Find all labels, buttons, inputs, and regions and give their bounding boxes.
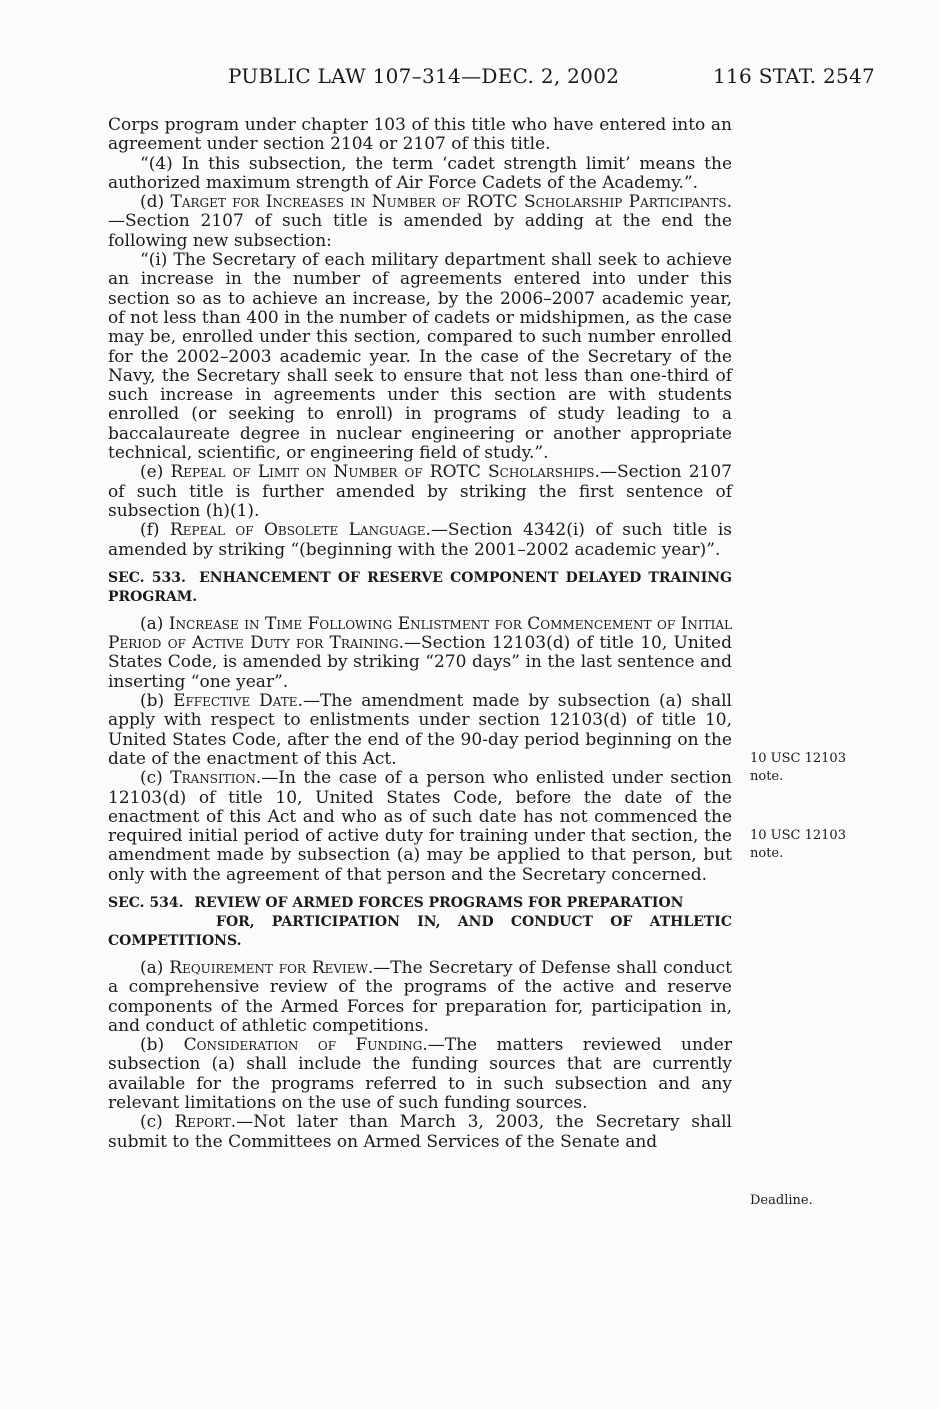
sec534-b-heading: Consideration of Funding. [183, 1035, 428, 1056]
subsection-d-heading: Target for Increases in Number of ROTC Scholarship Participants. [170, 192, 732, 213]
running-head-title: PUBLIC LAW 107–314—DEC. 2, 2002 [228, 64, 620, 88]
section-534-heading [108, 894, 732, 951]
sec533-b-heading: Effective Date. [173, 691, 303, 712]
subsection-d [108, 193, 732, 251]
subsection-e-prefix: (e) [140, 462, 171, 483]
page-header [0, 64, 940, 92]
margin-note-usc-1 [750, 750, 870, 786]
subsection-e-heading: Repeal of Limit on Number of ROTC Scholarships. [170, 462, 600, 483]
sec534-c-body: —Not later than March 3, 2003, the Secretary shall submit to the Committees on Armed Services of the Senate and [108, 1112, 732, 1152]
margin-note-usc-2-citation: 10 USC 12103 [750, 828, 846, 843]
sec534-c-prefix: (c) [140, 1112, 175, 1133]
section-533-title: ENHANCEMENT OF RESERVE COMPONENT DELAYED TRAINING PROGRAM. [108, 569, 732, 605]
margin-note-usc-2 [750, 827, 870, 863]
subsection-e-body: —Section 2107 of such title is further amended by striking the first sentence of subsection (h)(1). [108, 462, 732, 521]
sec533-a-prefix: (a) [140, 613, 169, 634]
sec533-a-heading: Increase in Time Following Enlistment for Commencement of Initial Period of Active Duty for Training. [108, 613, 732, 654]
margin-note-deadline-label: Deadline. [750, 1193, 813, 1208]
sec534-subsection-c [108, 1113, 732, 1152]
sec534-a-prefix: (a) [140, 957, 170, 978]
subsection-d-body: —Section 2107 of such title is amended by adding at the end the following new subsection: [108, 211, 732, 251]
sec534-b-body: —The matters reviewed under subsection (a) shall include the funding sources that are currently available for the programs referred to in such subsection and any relevant limitations on the use of such funding sources. [108, 1035, 732, 1114]
sec533-a-body: —Section 12103(d) of title 10, United States Code, is amended by striking “270 days” in the last sentence and inserting “one year”. [108, 633, 733, 692]
subsection-f-prefix: (f) [140, 520, 170, 541]
paragraph-continuation: Corps program under chapter 103 of this title who have entered into an agreement under section 2104 or 2107 of this title. [108, 115, 732, 155]
sec533-subsection-b [108, 692, 732, 769]
sec533-subsection-c [108, 769, 732, 885]
sec534-a-heading: Requirement for Review. [169, 957, 374, 978]
subsection-f-heading: Repeal of Obsolete Language. [169, 520, 431, 541]
sec533-subsection-a [108, 615, 732, 692]
section-533-label: SEC. 533. [108, 569, 186, 586]
subsection-f [108, 521, 732, 560]
body-text [108, 116, 732, 1152]
section-534-label: SEC. 534. [108, 894, 184, 911]
sec534-c-heading: Report. [174, 1112, 237, 1133]
sec533-b-prefix: (b) [140, 691, 174, 712]
sec534-subsection-a [108, 959, 732, 1036]
margin-note-usc-1-citation: 10 USC 12103 [750, 751, 846, 766]
sec534-subsection-b [108, 1036, 732, 1113]
section-534-title-rest: FOR, PARTICIPATION IN, AND CONDUCT OF ATHLETIC COMPETITIONS. [108, 913, 732, 949]
new-subsection-i: “(i) The Secretary of each military department shall seek to achieve an increase in the number of agreements entered into under this section so as to achieve an increase, by the 2006–2007 academic year, of not less than 400 in the number of cadets or midshipmen, as the case may be, enrolled under this section, compared to such number enrolled for the 2002–2003 academic year. In the case of the Secretary of the Navy, the Secretary shall seek to ensure that not less than one-third of such increase in agreements under this section are with students enrolled (or seeking to enroll) in programs of study leading to a baccalaureate degree in nuclear engineering or another appropriate technical, scientific, or engineering field of study.”. [108, 250, 732, 464]
subsection-e [108, 463, 732, 521]
subsection-f-body: —Section 4342(i) of such title is amended by striking “(beginning with the 2001–2002 academic year)”. [108, 520, 732, 560]
sec533-c-body: —In the case of a person who enlisted under section 12103(d) of title 10, United States Code, before the date of the enactment of this Act and who as of such date has not commenced the required initial period of active duty for training under that section, the amendment made by subsection (a) may be applied to that person, but only with the agreement of that person and the Secretary concerned. [108, 768, 732, 885]
margin-note-deadline [750, 1192, 870, 1210]
sec533-c-prefix: (c) [140, 768, 171, 789]
sec533-c-heading: Transition. [170, 768, 262, 789]
subsection-d-prefix: (d) [140, 192, 171, 213]
section-534-title-line1: REVIEW OF ARMED FORCES PROGRAMS FOR PREPARATION [194, 894, 684, 911]
margin-note-usc-2-suffix: note. [750, 846, 784, 861]
paragraph-4: “(4) In this subsection, the term ‘cadet strength limit’ means the authorized maximum strength of Air Force Cadets of the Academy.”. [108, 153, 732, 193]
statute-page-number: 116 STAT. 2547 [713, 64, 876, 88]
sec534-b-prefix: (b) [140, 1035, 184, 1056]
margin-note-usc-1-suffix: note. [750, 769, 784, 784]
section-533-heading [108, 569, 732, 607]
sec534-a-body: —The Secretary of Defense shall conduct a comprehensive review of the programs of the active and reserve components of the Armed Forces for preparation for, participation in, and conduct of athletic competitions. [108, 957, 732, 1036]
sec533-b-body: —The amendment made by subsection (a) shall apply with respect to enlistments under section 12103(d) of title 10, United States Code, after the end of the 90-day period beginning on the date of the enactment of this Act. [108, 691, 732, 769]
